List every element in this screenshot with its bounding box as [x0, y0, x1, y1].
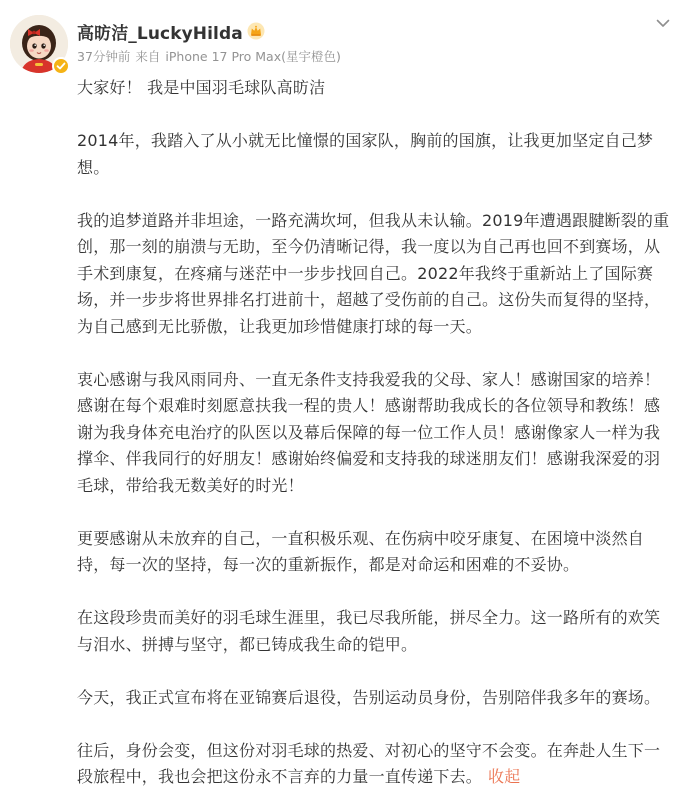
post-paragraph-last: [77, 738, 675, 791]
post-paragraph: 在这段珍贵而美好的羽毛球生涯里，我已尽我所能，拼尽全力。这一路所有的欢笑与泪水、拼搏与坚守，都已铸成我生命的铠甲。: [77, 608, 661, 654]
post-time[interactable]: 37分钟前: [77, 49, 131, 64]
avatar[interactable]: [10, 15, 68, 73]
collapse-link[interactable]: 收起: [488, 767, 521, 786]
post-paragraph: 大家好！ 我是中国羽毛球队高昉洁: [77, 78, 326, 97]
post-paragraph: 今天，我正式宣布将在亚锦赛后退役，告别运动员身份，告别陪伴我多年的赛场。: [77, 687, 661, 707]
post-paragraph: 更要感谢从未放弃的自己，一直积极乐观、在伤病中咬牙康复、在困境中淡然自持，每一次的坚持，每一次的重新振作，都是对命运和困难的不妥协。: [77, 528, 645, 574]
post-paragraph: 衷心感谢与我风雨同舟、一直无条件支持我爱我的父母、家人！感谢国家的培养！感谢在每个艰难时刻愿意扶我一程的贵人！感谢帮助我成长的各位领导和教练！感谢为我身体充电治疗的队医以及幕后保障的每一位工作人员！感谢像家人一样为我撑伞、伴我同行的好朋友！感谢始终偏爱和支持我的球迷朋友们！感谢我深爱的羽毛球，带给我无数美好的时光！: [77, 369, 661, 495]
post-meta: [77, 47, 341, 65]
more-options-button[interactable]: [654, 14, 672, 32]
verified-badge-icon: [52, 57, 70, 75]
chevron-down-icon: [654, 14, 672, 32]
source-prefix: 来自: [135, 49, 161, 64]
post-paragraph: 2014年，我踏入了从小就无比憧憬的国家队，胸前的国旗，让我更加坚定自己梦想。: [77, 131, 654, 177]
source-device: iPhone 17 Pro Max(星宇橙色): [165, 49, 341, 64]
post-content: [77, 71, 675, 796]
crown-icon[interactable]: [247, 22, 265, 40]
user-name-link[interactable]: 高昉洁_LuckyHilda: [77, 23, 243, 44]
post-paragraph-text: 往后，身份会变，但这份对羽毛球的热爱、对初心的坚守不会变。在奔赴人生下一段旅程中，我也会把这份永不言弃的力量一直传递下去。: [77, 740, 661, 786]
post-paragraph: 我的追梦道路并非坦途，一路充满坎坷，但我从未认输。2019年遭遇跟腱断裂的重创，那一刻的崩溃与无助，至今仍清晰记得，我一度以为自己再也回不到赛场，从手术到康复，在疼痛与迷茫中一步步找回自己。2022年我终于重新站上了国际赛场，并一步步将世界排名打进前十，超越了受伤前的自己。这份失而复得的坚持，为自己感到无比骄傲，让我更加珍惜健康打球的每一天。: [77, 210, 670, 336]
user-name-row: [77, 18, 265, 44]
